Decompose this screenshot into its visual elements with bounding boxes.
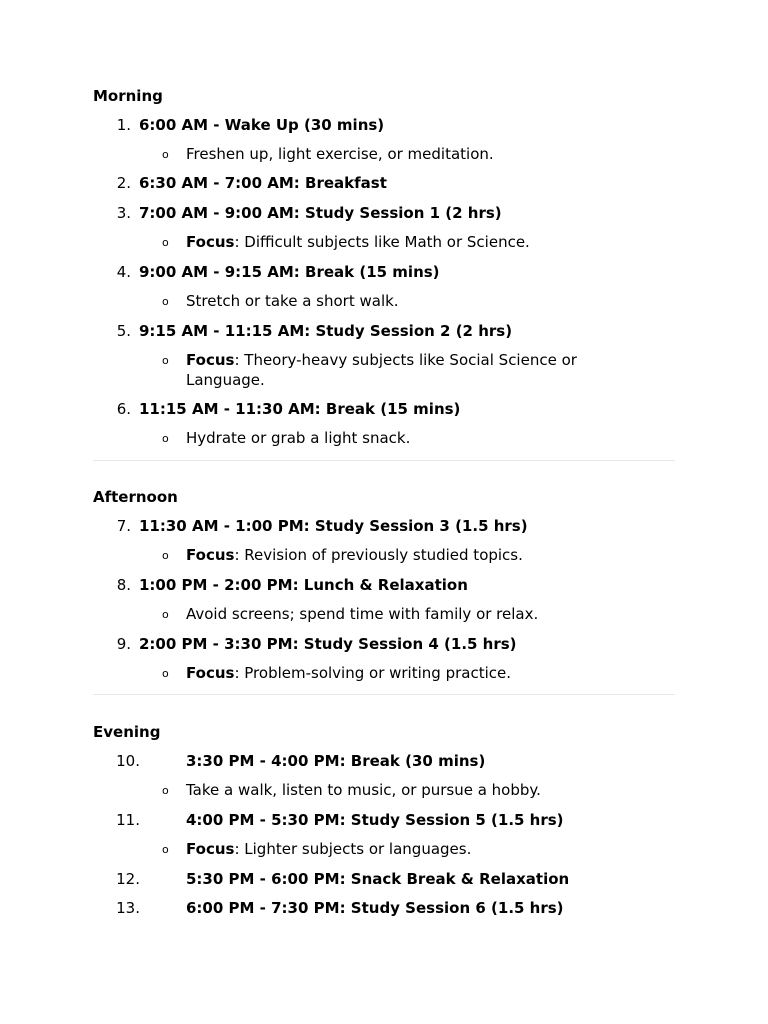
schedule-item-title: 6:00 PM - 7:30 PM: Study Session 6 (1.5 hrs)	[186, 899, 564, 917]
schedule-item-detail	[186, 545, 523, 565]
section-divider	[93, 460, 675, 461]
detail-label: Focus	[186, 840, 235, 858]
list-number: 9.	[116, 635, 131, 653]
bullet-icon: o	[162, 667, 169, 680]
schedule-item-detail	[186, 780, 541, 800]
detail-label: Focus	[186, 233, 235, 251]
list-number: 13.	[116, 899, 140, 917]
section-heading-morning: Morning	[93, 87, 163, 105]
detail-text: : Lighter subjects or languages.	[234, 840, 472, 858]
section-heading-afternoon: Afternoon	[93, 488, 178, 506]
schedule-item-detail	[186, 291, 399, 311]
bullet-icon: o	[162, 148, 169, 161]
schedule-item-detail	[186, 428, 410, 448]
detail-label: Focus	[186, 351, 235, 369]
detail-text: : Revision of previously studied topics.	[234, 546, 523, 564]
detail-text: : Difficult subjects like Math or Science.	[234, 233, 530, 251]
bullet-icon: o	[162, 608, 169, 621]
list-number: 5.	[116, 322, 131, 340]
schedule-item-title: 9:00 AM - 9:15 AM: Break (15 mins)	[139, 263, 440, 281]
schedule-item-title: 11:15 AM - 11:30 AM: Break (15 mins)	[139, 400, 461, 418]
detail-text: : Theory-heavy subjects like Social Science or Language.	[186, 351, 577, 389]
section-heading-evening: Evening	[93, 723, 161, 741]
schedule-item-title: 11:30 AM - 1:00 PM: Study Session 3 (1.5 hrs)	[139, 517, 528, 535]
schedule-item-title: 6:30 AM - 7:00 AM: Breakfast	[139, 174, 387, 192]
detail-text: Freshen up, light exercise, or meditation.	[186, 145, 494, 163]
bullet-icon: o	[162, 843, 169, 856]
detail-label: Focus	[186, 546, 235, 564]
schedule-item-detail	[186, 232, 530, 252]
bullet-icon: o	[162, 354, 169, 367]
list-number: 10.	[116, 752, 140, 770]
section-divider	[93, 694, 675, 695]
schedule-item-title: 9:15 AM - 11:15 AM: Study Session 2 (2 hrs)	[139, 322, 513, 340]
bullet-icon: o	[162, 549, 169, 562]
schedule-item-title: 4:00 PM - 5:30 PM: Study Session 5 (1.5 hrs)	[186, 811, 564, 829]
list-number: 6.	[116, 400, 131, 418]
list-number: 11.	[116, 811, 140, 829]
schedule-item-detail	[186, 663, 511, 683]
detail-text: Take a walk, listen to music, or pursue a hobby.	[186, 781, 541, 799]
schedule-item-title: 2:00 PM - 3:30 PM: Study Session 4 (1.5 hrs)	[139, 635, 517, 653]
schedule-item-title: 6:00 AM - Wake Up (30 mins)	[139, 116, 385, 134]
schedule-item-title: 1:00 PM - 2:00 PM: Lunch & Relaxation	[139, 576, 468, 594]
detail-text: Avoid screens; spend time with family or relax.	[186, 605, 539, 623]
bullet-icon: o	[162, 295, 169, 308]
detail-label: Focus	[186, 664, 235, 682]
list-number: 4.	[116, 263, 131, 281]
list-number: 3.	[116, 204, 131, 222]
schedule-item-detail	[186, 144, 494, 164]
schedule-item-title: 7:00 AM - 9:00 AM: Study Session 1 (2 hrs)	[139, 204, 502, 222]
list-number: 7.	[116, 517, 131, 535]
schedule-item-detail	[186, 604, 538, 624]
list-number: 12.	[116, 870, 140, 888]
detail-text: Hydrate or grab a light snack.	[186, 429, 411, 447]
bullet-icon: o	[162, 784, 169, 797]
bullet-icon: o	[162, 236, 169, 249]
schedule-item-detail	[186, 839, 471, 859]
bullet-icon: o	[162, 432, 169, 445]
schedule-item-detail	[186, 350, 606, 390]
list-number: 2.	[116, 174, 131, 192]
schedule-item-title: 5:30 PM - 6:00 PM: Snack Break & Relaxation	[186, 870, 570, 888]
detail-text: : Problem-solving or writing practice.	[234, 664, 511, 682]
list-number: 1.	[116, 116, 131, 134]
schedule-item-title: 3:30 PM - 4:00 PM: Break (30 mins)	[186, 752, 486, 770]
detail-text: Stretch or take a short walk.	[186, 292, 399, 310]
list-number: 8.	[116, 576, 131, 594]
